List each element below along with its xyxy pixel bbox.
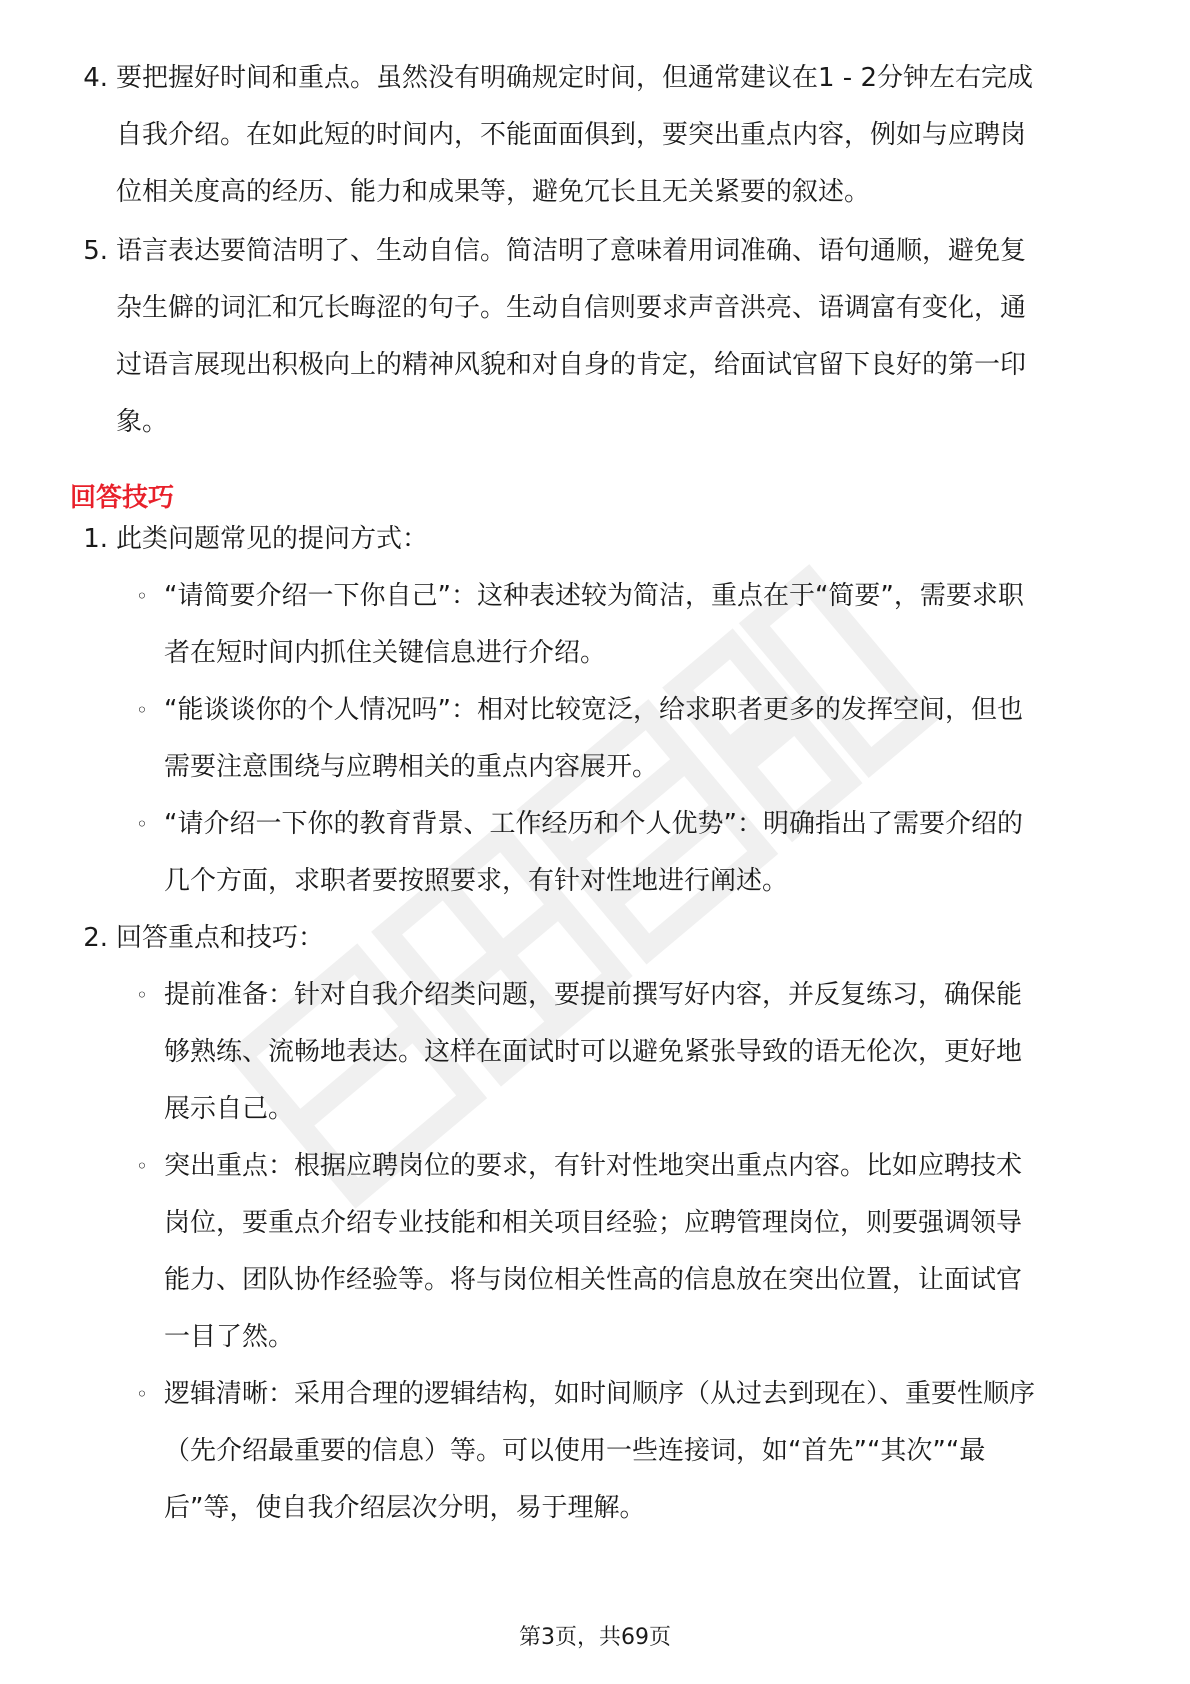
sub-list-item-text: “能谈谈你的个人情况吗”：相对比较宽泛，给求职者更多的发挥空间，但也需要注意围绕与应聘相关的重点内容展开。 xyxy=(164,695,1023,782)
list-number: 5. xyxy=(83,236,108,266)
list-item-text: 回答重点和技巧： xyxy=(116,923,325,953)
list-number: 2. xyxy=(83,923,108,953)
sub-list-item xyxy=(136,682,1044,796)
section-numbered-list xyxy=(83,511,1046,1537)
page-footer: 第3页，共69页 xyxy=(519,1625,671,1650)
sub-list-item-text: “请简要介绍一下你自己”：这种表述较为简洁，重点在于“简要”，需要求职者在短时间内抓住关键信息进行介绍。 xyxy=(164,581,1024,668)
bullet-icon: ◦ xyxy=(136,812,148,836)
sub-list-item xyxy=(136,1138,1044,1366)
bullet-icon: ◦ xyxy=(136,983,148,1007)
sub-list-item-text: 突出重点：根据应聘岗位的要求，有针对性地突出重点内容。比如应聘技术岗位，要重点介绍专业技能和相关项目经验；应聘管理岗位，则要强调领导能力、团队协作经验等。将与岗位相关性高的信息放在突出位置，让面试官一目了然。 xyxy=(164,1151,1023,1352)
list-item-text: 语言表达要简洁明了、生动自信。简洁明了意味着用词准确、语句通顺，避免复杂生僻的词汇和冗长晦涩的句子。生动自信则要求声音洪亮、语调富有变化，通过语言展现出积极向上的精神风貌和对自身的肯定，给面试官留下良好的第一印象。 xyxy=(116,236,1027,437)
list-item xyxy=(83,50,1036,221)
bullet-icon: ◦ xyxy=(136,1154,148,1178)
list-item-text: 此类问题常见的提问方式： xyxy=(116,524,429,554)
list-item xyxy=(83,511,1046,910)
bullet-icon: ◦ xyxy=(136,698,148,722)
sub-list-item xyxy=(136,1366,1044,1537)
sub-list-item xyxy=(136,568,1044,682)
sub-list xyxy=(136,568,1044,910)
sub-list-item xyxy=(136,967,1044,1138)
list-number: 1. xyxy=(83,524,108,554)
bullet-icon: ◦ xyxy=(136,1382,148,1406)
list-item xyxy=(83,223,1036,451)
list-item xyxy=(83,910,1046,1537)
top-numbered-list xyxy=(83,50,1036,451)
list-number: 4. xyxy=(83,63,108,93)
list-item-text: 要把握好时间和重点。虽然没有明确规定时间，但通常建议在1 - 2分钟左右完成自我介绍。在如此短的时间内，不能面面俱到，要突出重点内容，例如与应聘岗位相关度高的经历、能力和成果等，避免冗长且无关紧要的叙述。 xyxy=(116,63,1033,207)
sub-list-item xyxy=(136,796,1044,910)
sub-list-item-text: 逻辑清晰：采用合理的逻辑结构，如时间顺序（从过去到现在）、重要性顺序（先介绍最重要的信息）等。可以使用一些连接词，如“首先”“其次”“最后”等，使自我介绍层次分明，易于理解。 xyxy=(164,1379,1036,1523)
sub-list xyxy=(136,967,1044,1537)
bullet-icon: ◦ xyxy=(136,584,148,608)
sub-list-item-text: 提前准备：针对自我介绍类问题，要提前撰写好内容，并反复练习，确保能够熟练、流畅地表达。这样在面试时可以避免紧张导致的语无伦次，更好地展示自己。 xyxy=(164,980,1023,1124)
sub-list-item-text: “请介绍一下你的教育背景、工作经历和个人优势”：明确指出了需要介绍的几个方面，求职者要按照要求，有针对性地进行阐述。 xyxy=(164,809,1023,896)
section-heading: 回答技巧 xyxy=(70,483,175,513)
